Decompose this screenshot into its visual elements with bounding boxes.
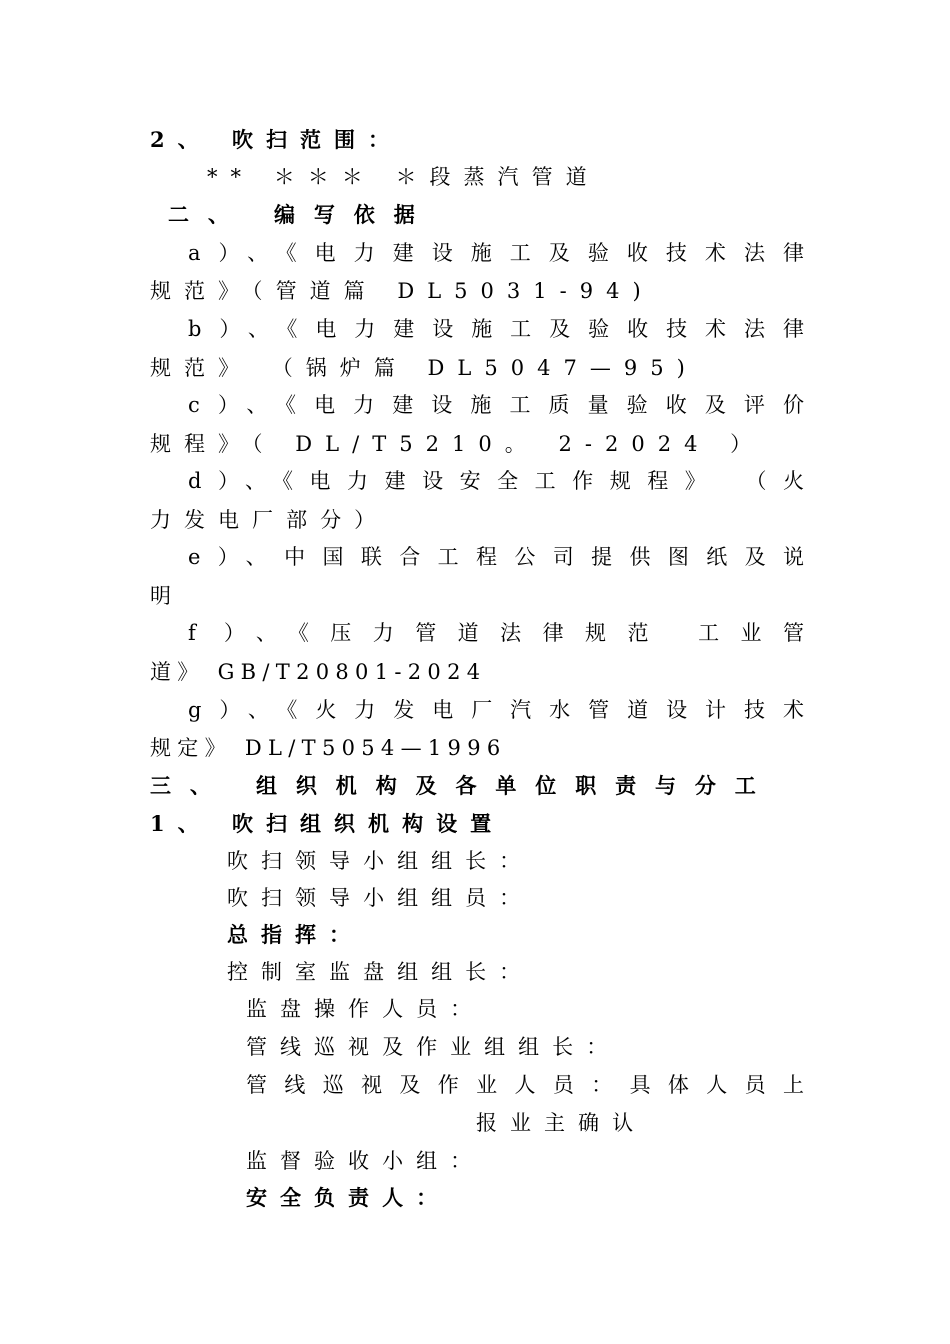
role-leader: 吹扫领导小组组长： [227,849,534,873]
basis-item-a-line1: a）、《电力建设施工及验收技术法律 [188,241,804,265]
role-commander: 总指挥： [227,922,364,947]
section-basis-heading: 二、 编写依据 [168,202,434,227]
basis-item-e-line1: e）、中国联合工程公司提供图纸及说 [188,545,804,569]
role-patrol-staff: 管线巡视及作业人员：具体人员上 [246,1073,804,1097]
role-panel-operators: 监盘操作人员： [246,997,485,1021]
scope-text: ** ＊＊＊ ＊段蒸汽管道 [207,165,600,189]
basis-item-f-line1: f ）、《压力管道法律规范 工业管 [188,621,804,645]
role-control-room-leader: 控制室监盘组组长： [227,960,534,984]
basis-item-g-line1: g）、《火力发电厂汽水管道设计技术 [188,698,804,722]
basis-item-g-line2: 规定》 DL/T5054—1996 [150,736,507,760]
role-patrol-staff-continued: 报业主确认 [476,1111,647,1135]
section-organization-heading: 三、 组织机构及各单位职责与分工 [150,773,775,798]
basis-item-c-line1: c）、《电力建设施工质量验收及评价 [188,393,804,417]
section-scope-heading: 2、 吹扫范围： [150,127,403,152]
role-supervision-group: 监督验收小组： [246,1149,485,1173]
basis-item-a-line2: 规范》（管道篇 DL5031-94) [150,279,654,303]
basis-item-d-line2: 力发电厂部分） [150,508,389,532]
role-patrol-leader: 管线巡视及作业组组长： [246,1035,621,1059]
role-members: 吹扫领导小组组员： [227,886,534,910]
subsection-org-setup-heading: 1、 吹扫组织机构设置 [150,811,505,836]
basis-item-f-line2: 道》 GB/T20801-2024 [150,660,487,684]
basis-item-b-line1: b）、《电力建设施工及验收技术法律 [188,317,804,341]
basis-item-c-line2: 规程》（ DL/T5210。 2-2024 ） [150,432,765,456]
basis-item-b-line2: 规范》 （锅炉篇 DL5047—95) [150,356,698,380]
basis-item-e-line2: 明 [150,584,185,608]
role-safety-officer: 安全负责人： [246,1185,451,1210]
basis-item-d-line1: d）、《电力建设安全工作规程》 （火 [188,469,804,493]
